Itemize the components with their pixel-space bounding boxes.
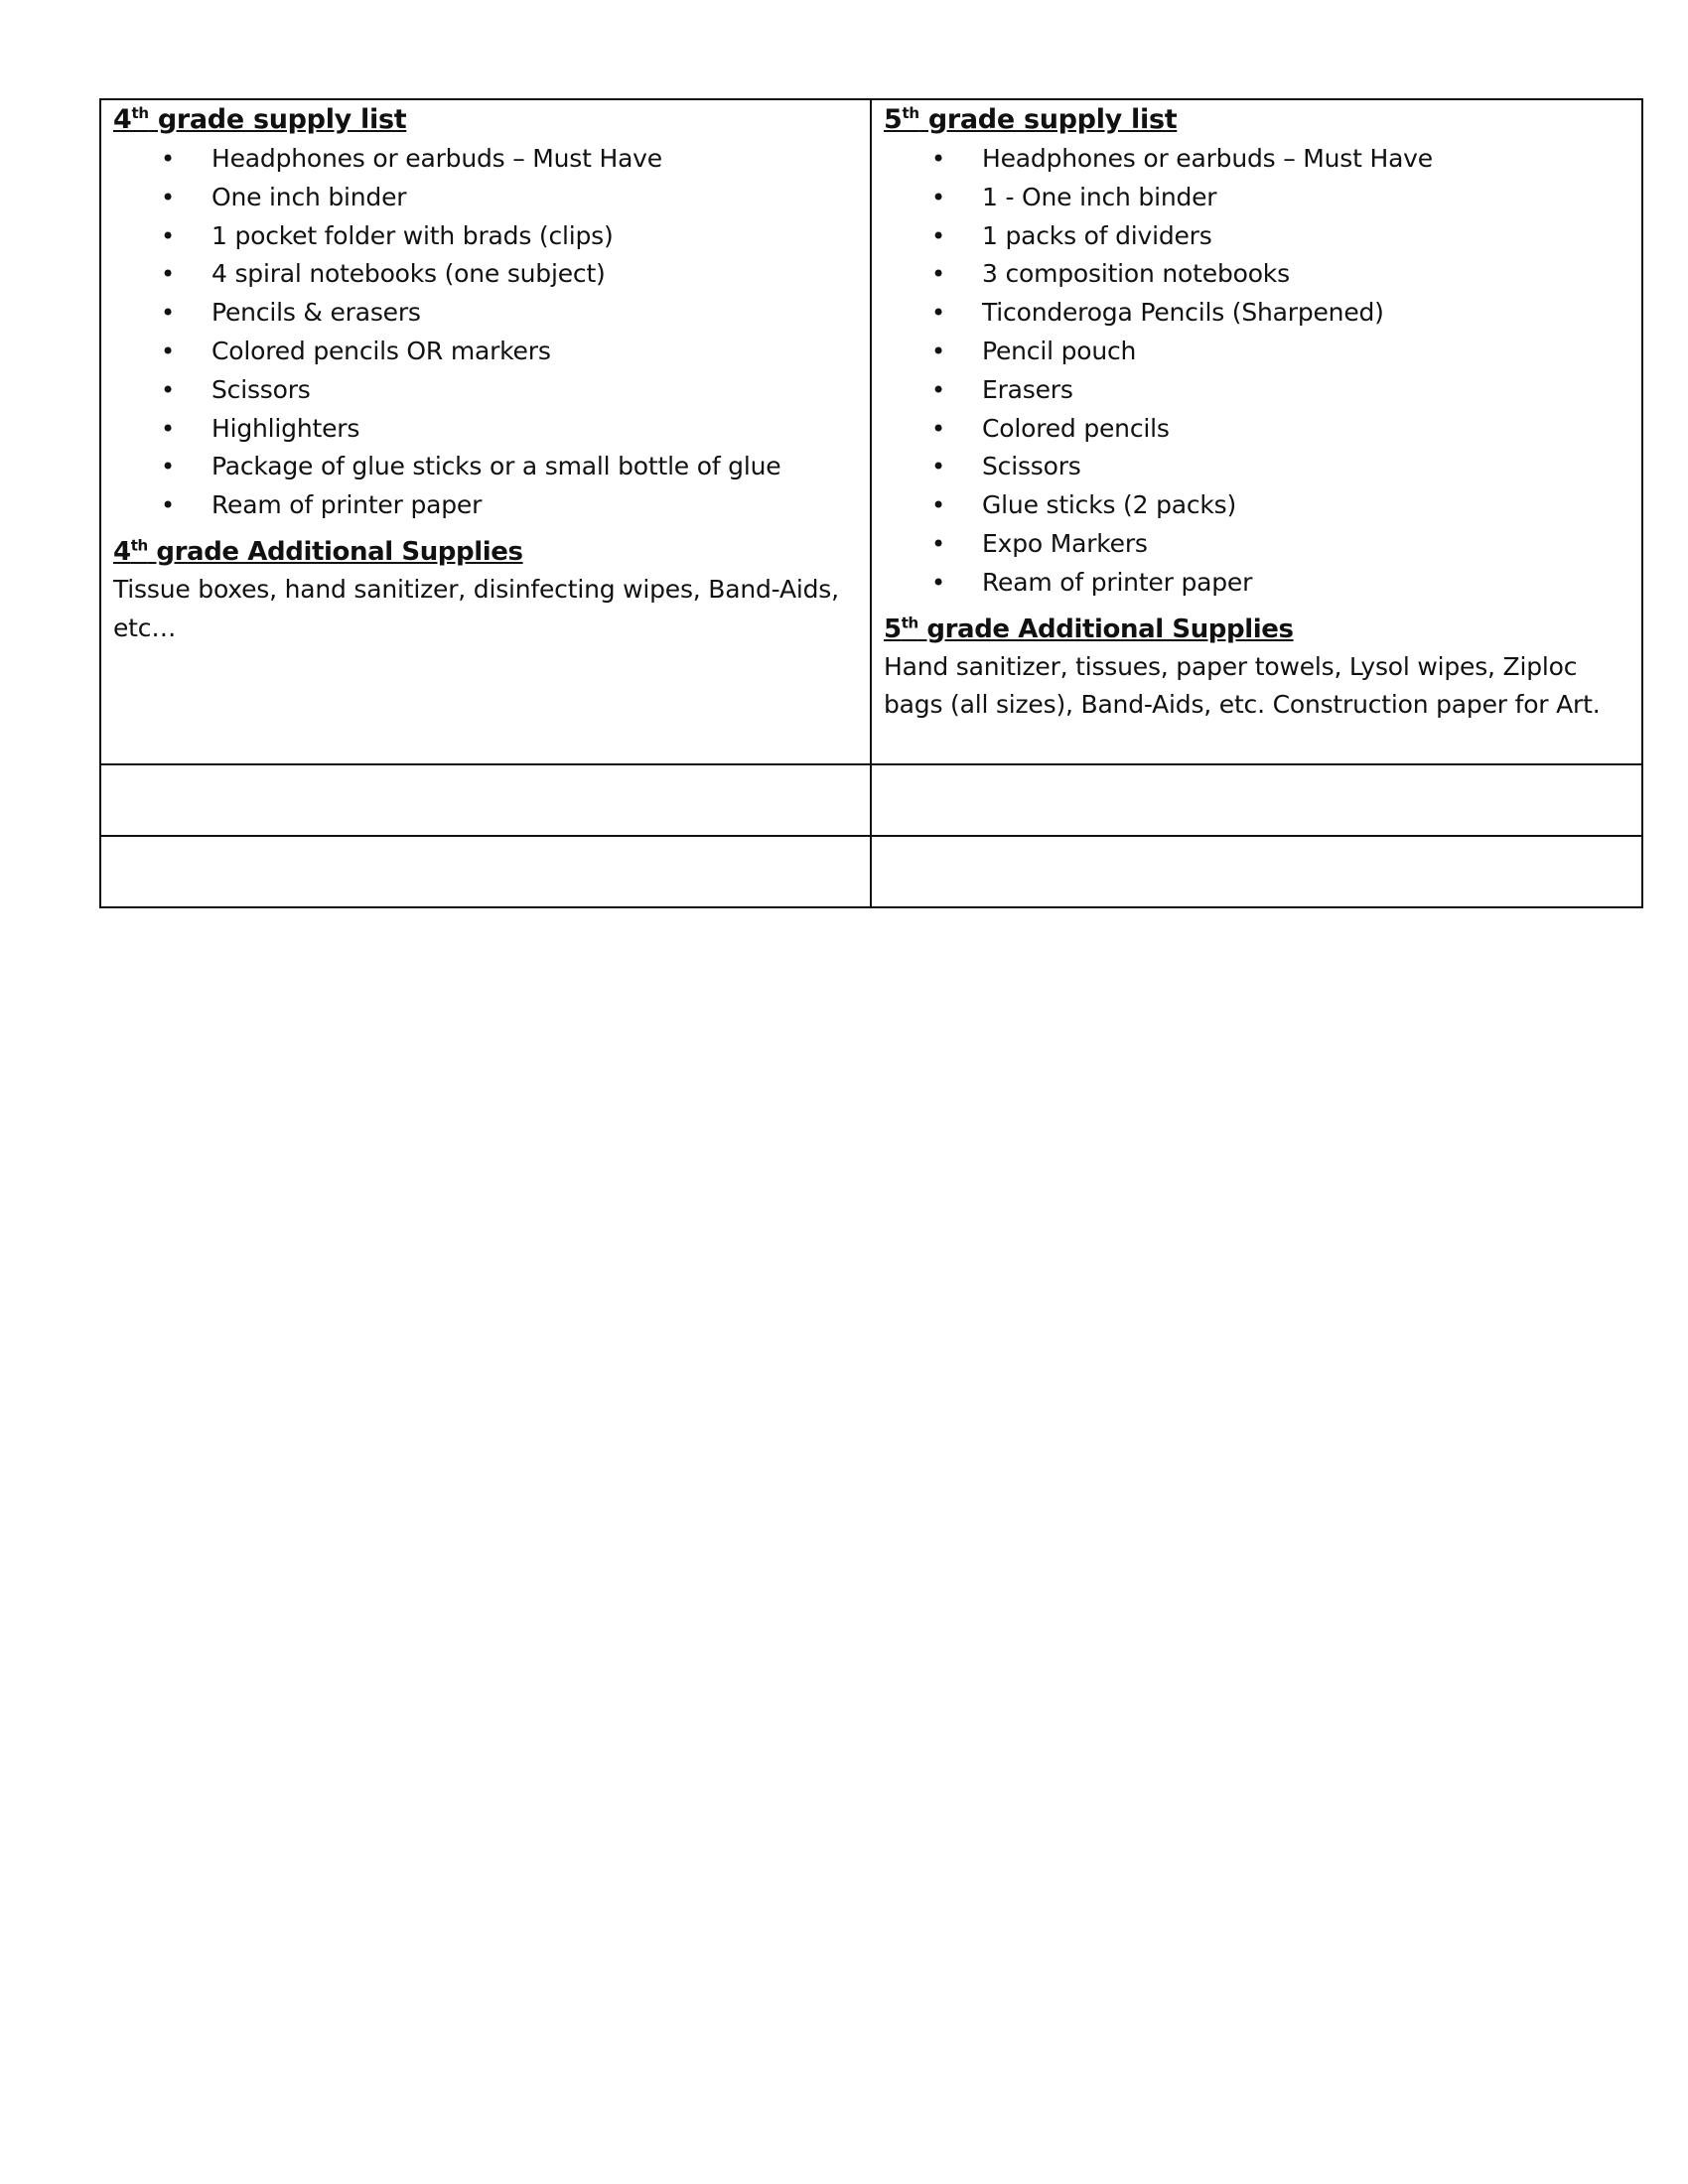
- list-item: • Erasers: [884, 371, 1629, 410]
- grade4-additional-text: grade Additional Supplies: [147, 536, 523, 567]
- empty-row-2: [100, 836, 1642, 907]
- list-item: • Expo Markers: [884, 525, 1629, 564]
- list-item: • Package of glue sticks or a small bottle of glue: [113, 448, 858, 486]
- list-item: • Ticonderoga Pencils (Sharpened): [884, 294, 1629, 333]
- grade4-heading-text: grade supply list: [148, 104, 407, 135]
- grade5-additional-text: grade Additional Supplies: [917, 614, 1294, 644]
- supply-lists-row: [100, 99, 1642, 764]
- list-item: • Ream of printer paper: [884, 564, 1629, 603]
- list-item: • Pencils & erasers: [113, 294, 858, 333]
- grade5-additional-number: 5: [884, 614, 902, 644]
- list-item: • Colored pencils OR markers: [113, 333, 858, 371]
- grade5-cell: [871, 99, 1642, 764]
- grade5-heading-number: 5: [884, 104, 903, 135]
- grade4-heading-number: 4: [113, 104, 132, 135]
- grade5-heading-suffix: th: [902, 104, 919, 122]
- empty-cell: [100, 836, 871, 907]
- list-item: • Scissors: [113, 371, 858, 410]
- grade4-cell: [100, 99, 871, 764]
- list-item: • Colored pencils: [884, 410, 1629, 449]
- grade5-supply-list: [884, 140, 1629, 603]
- list-item: • Ream of printer paper: [113, 486, 858, 525]
- grade4-supply-list: [113, 140, 858, 525]
- grade5-additional-heading: [884, 613, 1629, 646]
- grade5-additional-suffix: th: [901, 613, 918, 631]
- empty-cell: [100, 764, 871, 836]
- list-item: • 1 packs of dividers: [884, 217, 1629, 256]
- list-item: • Highlighters: [113, 410, 858, 449]
- list-item: • One inch binder: [113, 179, 858, 217]
- grade5-additional-notes: Hand sanitizer, tissues, paper towels, Lysol wipes, Ziploc bags (all sizes), Band-Aids, etc. Construction paper for Art.: [884, 651, 1601, 720]
- supply-list-table: [99, 98, 1643, 908]
- list-item: • 4 spiral notebooks (one subject): [113, 255, 858, 294]
- list-item: • 1 pocket folder with brads (clips): [113, 217, 858, 256]
- grade4-additional-number: 4: [113, 536, 131, 567]
- list-item: • Scissors: [884, 448, 1629, 486]
- list-item: • Headphones or earbuds – Must Have: [113, 140, 858, 179]
- empty-cell: [871, 764, 1642, 836]
- grade4-additional-heading: [113, 535, 858, 569]
- list-item: • Headphones or earbuds – Must Have: [884, 140, 1629, 179]
- list-item: • Glue sticks (2 packs): [884, 486, 1629, 525]
- grade5-heading: [884, 104, 1629, 136]
- grade4-heading-suffix: th: [131, 104, 149, 122]
- list-item: • 3 composition notebooks: [884, 255, 1629, 294]
- grade4-additional-notes: Tissue boxes, hand sanitizer, disinfecting wipes, Band-Aids, etc…: [113, 574, 839, 642]
- empty-row-1: [100, 764, 1642, 836]
- list-item: • 1 - One inch binder: [884, 179, 1629, 217]
- list-item: • Pencil pouch: [884, 333, 1629, 371]
- grade4-heading: [113, 104, 858, 136]
- grade4-additional-suffix: th: [130, 536, 148, 555]
- empty-cell: [871, 836, 1642, 907]
- grade5-heading-text: grade supply list: [918, 104, 1178, 135]
